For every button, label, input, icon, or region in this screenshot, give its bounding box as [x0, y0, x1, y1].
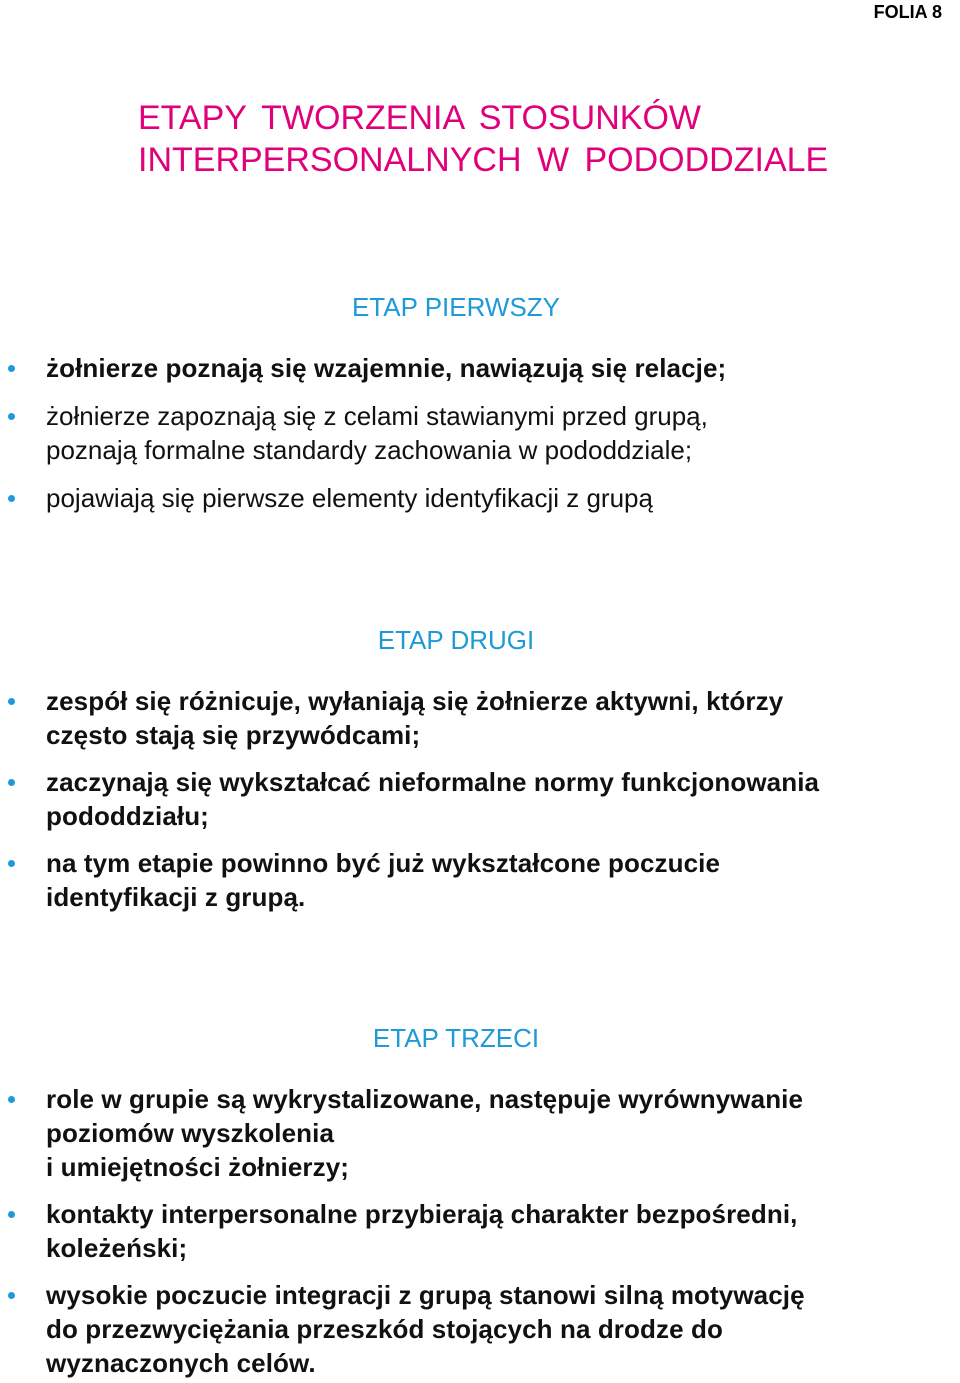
title-line-2: INTERPERSONALNYCH W PODODDZIALE	[138, 141, 829, 179]
bullet-icon	[8, 365, 15, 372]
list-item-text: wysokie poczucie integracji z grupą stanowi silną motywację do przezwyciężania przeszkód stojących na drodze do wyznaczonych celów.	[46, 1280, 805, 1378]
bullet-icon	[8, 413, 15, 420]
list-item-text: kontakty interpersonalne przybierają charakter bezpośredni, koleżeński;	[46, 1199, 798, 1263]
stage-heading-first: ETAP PIERWSZY	[351, 292, 561, 322]
list-item	[0, 765, 960, 833]
list-item-text: na tym etapie powinno być już wykształcone poczucie identyfikacji z grupą.	[46, 848, 721, 912]
list-item	[0, 1082, 960, 1184]
stage-heading-second: ETAP DRUGI	[377, 625, 535, 655]
list-item	[0, 481, 960, 515]
list-item-text: pojawiają się pierwsze elementy identyfikacji z grupą	[46, 483, 653, 513]
list-item-text: żołnierze zapoznają się z celami stawianymi przed grupą, poznają formalne standardy zachowania w pododdziale;	[46, 401, 708, 465]
bullet-icon	[8, 1292, 15, 1299]
list-item-text: zaczynają się wykształcać nieformalne normy funkcjonowania pododdziału;	[46, 767, 820, 831]
bullet-icon	[8, 860, 15, 867]
bullet-icon	[8, 1096, 15, 1103]
title-line-1: ETAPY TWORZENIA STOSUNKÓW	[138, 99, 702, 137]
stage-heading-third: ETAP TRZECI	[372, 1023, 540, 1053]
page-label: FOLIA 8	[873, 2, 942, 22]
bullet-icon	[8, 779, 15, 786]
list-item	[0, 1278, 960, 1380]
stage-second-list	[0, 684, 960, 914]
list-item-text: żołnierze poznają się wzajemnie, nawiązują się relacje;	[46, 353, 727, 383]
list-item	[0, 684, 960, 752]
list-item	[0, 846, 960, 914]
list-item	[0, 351, 960, 385]
stage-first-list	[0, 351, 960, 515]
stage-third-list	[0, 1082, 960, 1380]
bullet-icon	[8, 495, 15, 502]
page-title	[138, 97, 828, 181]
list-item-text: role w grupie są wykrystalizowane, następuje wyrównywanie poziomów wyszkolenia i umiejętności żołnierzy;	[46, 1084, 804, 1182]
list-item-text: zespół się różnicuje, wyłaniają się żołnierze aktywni, którzy często stają się przywódcami;	[46, 686, 784, 750]
bullet-icon	[8, 1211, 15, 1218]
list-item	[0, 399, 960, 467]
bullet-icon	[8, 698, 15, 705]
list-item	[0, 1197, 960, 1265]
